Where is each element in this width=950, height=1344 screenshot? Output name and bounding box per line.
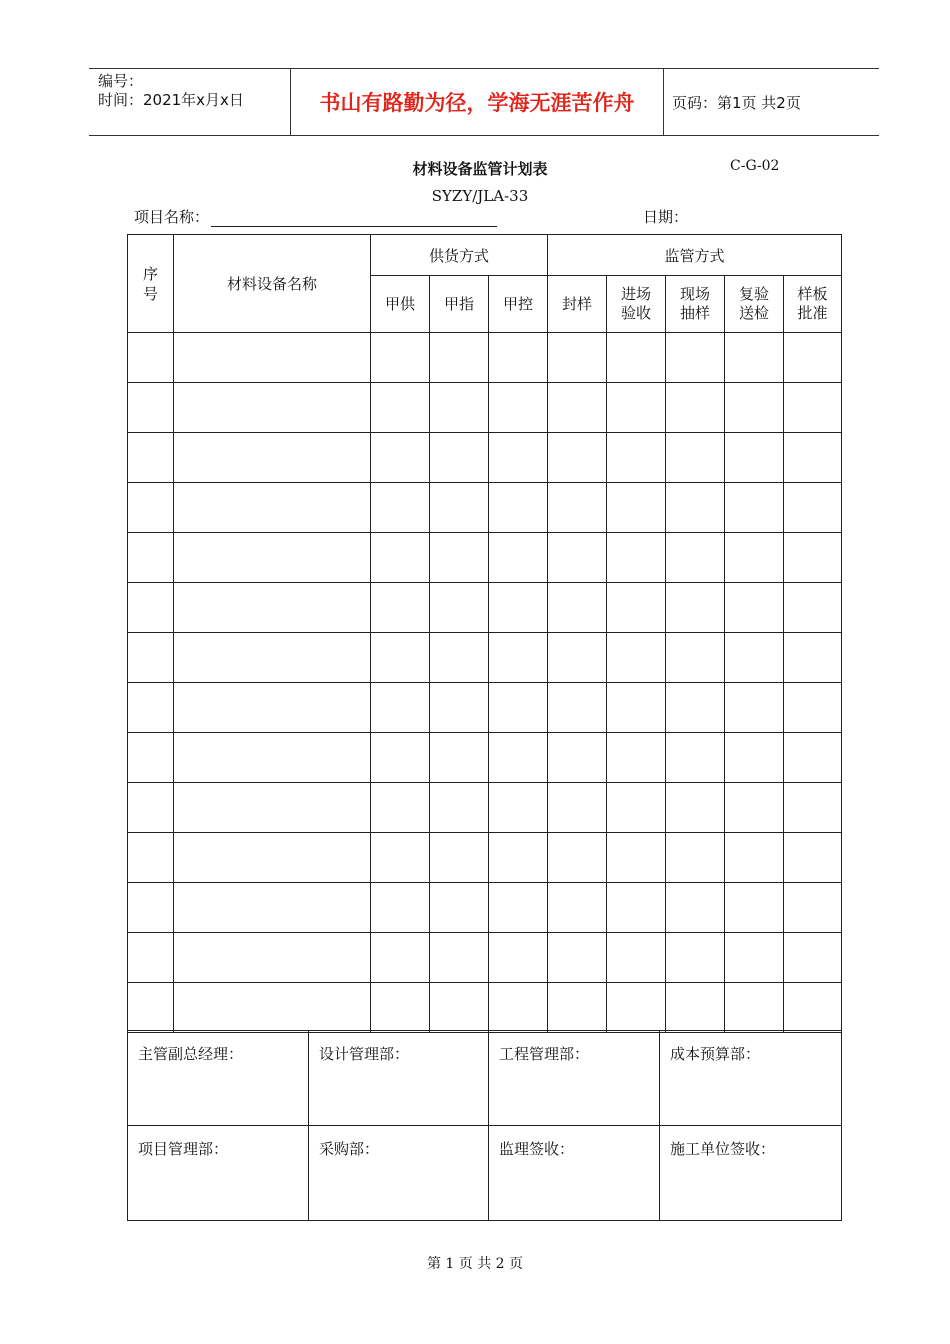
col-header-jiakong: 甲控 xyxy=(489,276,548,333)
table-cell[interactable] xyxy=(489,783,548,833)
table-cell[interactable] xyxy=(489,533,548,583)
table-cell[interactable] xyxy=(784,383,842,433)
table-cell[interactable] xyxy=(174,733,371,783)
table-cell[interactable] xyxy=(666,433,725,483)
table-cell[interactable] xyxy=(784,333,842,383)
table-cell[interactable] xyxy=(371,533,430,583)
table-cell[interactable] xyxy=(548,783,607,833)
table-cell[interactable] xyxy=(430,333,489,383)
time-label: 时间：2021年x月x日 xyxy=(98,91,244,109)
table-cell[interactable] xyxy=(430,483,489,533)
table-cell[interactable] xyxy=(174,583,371,633)
sign-deputy-gm[interactable]: 主管副总经理： xyxy=(128,1031,309,1126)
table-cell[interactable] xyxy=(666,483,725,533)
col-header-xianchang xyxy=(666,276,725,333)
col-header-yangban-text: 样板批准 xyxy=(797,285,828,322)
table-cell[interactable] xyxy=(489,433,548,483)
table-cell[interactable] xyxy=(548,833,607,883)
col-header-jinchang xyxy=(607,276,666,333)
table-cell[interactable] xyxy=(607,933,666,983)
table-cell[interactable] xyxy=(607,483,666,533)
page-footer: 第 1 页 共 2 页 xyxy=(426,1256,524,1272)
table-cell[interactable] xyxy=(607,683,666,733)
table-cell[interactable] xyxy=(430,833,489,883)
table-cell[interactable] xyxy=(128,483,174,533)
table-cell[interactable] xyxy=(430,383,489,433)
table-cell[interactable] xyxy=(174,483,371,533)
table-cell[interactable] xyxy=(371,633,430,683)
table-cell[interactable] xyxy=(784,583,842,633)
table-cell[interactable] xyxy=(489,483,548,533)
table-cell[interactable] xyxy=(784,683,842,733)
sign-design-dept[interactable]: 设计管理部： xyxy=(309,1031,489,1126)
table-row xyxy=(128,383,842,433)
table-cell[interactable] xyxy=(607,833,666,883)
table-cell[interactable] xyxy=(371,583,430,633)
table-cell[interactable] xyxy=(607,383,666,433)
project-name-field xyxy=(134,206,497,227)
table-cell[interactable] xyxy=(371,333,430,383)
col-header-jinchang-text: 进场验收 xyxy=(621,285,652,322)
table-cell[interactable] xyxy=(430,633,489,683)
sign-project-dept[interactable]: 项目管理部： xyxy=(128,1126,309,1221)
name-header: 材料设备名称 xyxy=(174,235,371,333)
table-cell[interactable] xyxy=(430,883,489,933)
table-row xyxy=(128,583,842,633)
table-cell[interactable] xyxy=(174,333,371,383)
table-cell[interactable] xyxy=(174,433,371,483)
table-cell[interactable] xyxy=(548,433,607,483)
page-header xyxy=(89,68,879,136)
table-cell[interactable] xyxy=(784,783,842,833)
table-cell[interactable] xyxy=(548,933,607,983)
table-cell[interactable] xyxy=(548,583,607,633)
table-cell[interactable] xyxy=(666,683,725,733)
table-cell[interactable] xyxy=(371,383,430,433)
table-cell[interactable] xyxy=(607,583,666,633)
table-cell[interactable] xyxy=(784,483,842,533)
table-cell[interactable] xyxy=(128,533,174,583)
document-title: 材料设备监管计划表 xyxy=(412,160,548,178)
table-cell[interactable] xyxy=(607,533,666,583)
table-cell[interactable] xyxy=(489,583,548,633)
table-cell[interactable] xyxy=(784,433,842,483)
table-row xyxy=(128,533,842,583)
table-cell[interactable] xyxy=(430,783,489,833)
col-header-fengyang: 封样 xyxy=(548,276,607,333)
sign-contractor[interactable]: 施工单位签收： xyxy=(660,1126,842,1221)
table-cell[interactable] xyxy=(607,433,666,483)
table-cell[interactable] xyxy=(489,933,548,983)
table-cell[interactable] xyxy=(725,483,784,533)
table-cell[interactable] xyxy=(371,483,430,533)
col-header-jiagong: 甲供 xyxy=(371,276,430,333)
signature-table xyxy=(127,1030,842,1221)
signature-row-2 xyxy=(128,1126,842,1221)
table-cell[interactable] xyxy=(128,433,174,483)
table-cell[interactable] xyxy=(174,883,371,933)
table-row xyxy=(128,883,842,933)
table-cell[interactable] xyxy=(607,783,666,833)
table-cell[interactable] xyxy=(725,683,784,733)
table-cell[interactable] xyxy=(128,583,174,633)
table-cell[interactable] xyxy=(430,983,489,1033)
table-cell[interactable] xyxy=(725,933,784,983)
table-cell[interactable] xyxy=(725,333,784,383)
table-cell[interactable] xyxy=(666,533,725,583)
table-cell[interactable] xyxy=(666,933,725,983)
table-cell[interactable] xyxy=(128,733,174,783)
table-cell[interactable] xyxy=(174,833,371,883)
table-cell[interactable] xyxy=(371,883,430,933)
seq-header-text: 序号 xyxy=(142,264,158,303)
table-cell[interactable] xyxy=(784,733,842,783)
table-cell[interactable] xyxy=(784,933,842,983)
table-cell[interactable] xyxy=(548,683,607,733)
header-meta xyxy=(89,69,291,135)
table-cell[interactable] xyxy=(128,383,174,433)
table-cell[interactable] xyxy=(784,533,842,583)
col-header-jiazhi: 甲指 xyxy=(430,276,489,333)
table-cell[interactable] xyxy=(489,333,548,383)
table-cell[interactable] xyxy=(784,983,842,1033)
header-slogan: 书山有路勤为径，学海无涯苦作舟 xyxy=(291,69,664,135)
table-row xyxy=(128,333,842,383)
table-cell[interactable] xyxy=(128,833,174,883)
table-row xyxy=(128,633,842,683)
table-cell[interactable] xyxy=(174,383,371,433)
table-cell[interactable] xyxy=(607,733,666,783)
table-cell[interactable] xyxy=(784,633,842,683)
table-cell[interactable] xyxy=(371,783,430,833)
table-cell[interactable] xyxy=(371,683,430,733)
sign-purchase-dept[interactable]: 采购部： xyxy=(309,1126,489,1221)
table-cell[interactable] xyxy=(666,583,725,633)
table-cell[interactable] xyxy=(548,383,607,433)
table-cell[interactable] xyxy=(430,583,489,633)
seq-header xyxy=(128,235,174,333)
table-cell[interactable] xyxy=(430,733,489,783)
table-cell[interactable] xyxy=(548,733,607,783)
table-cell[interactable] xyxy=(725,433,784,483)
table-cell[interactable] xyxy=(174,933,371,983)
table-cell[interactable] xyxy=(371,833,430,883)
col-header-fuyan-text: 复验送检 xyxy=(739,285,770,322)
table-cell[interactable] xyxy=(128,633,174,683)
table-cell[interactable] xyxy=(725,383,784,433)
table-row xyxy=(128,833,842,883)
table-cell[interactable] xyxy=(430,533,489,583)
table-cell[interactable] xyxy=(489,883,548,933)
table-cell[interactable] xyxy=(489,833,548,883)
table-row xyxy=(128,933,842,983)
table-cell[interactable] xyxy=(725,783,784,833)
table-cell[interactable] xyxy=(666,733,725,783)
table-cell[interactable] xyxy=(607,633,666,683)
table-row xyxy=(128,733,842,783)
table-cell[interactable] xyxy=(725,533,784,583)
document-code: C-G-02 xyxy=(730,158,780,174)
table-cell[interactable] xyxy=(725,733,784,783)
table-row xyxy=(128,433,842,483)
sign-engineering-dept[interactable]: 工程管理部： xyxy=(489,1031,660,1126)
table-cell[interactable] xyxy=(174,633,371,683)
supervise-group-header: 监管方式 xyxy=(548,235,842,276)
table-cell[interactable] xyxy=(548,633,607,683)
table-cell[interactable] xyxy=(548,333,607,383)
col-header-yangban xyxy=(784,276,842,333)
table-cell[interactable] xyxy=(489,633,548,683)
sign-cost-dept[interactable]: 成本预算部： xyxy=(660,1031,842,1126)
table-cell[interactable] xyxy=(548,883,607,933)
table-cell[interactable] xyxy=(371,933,430,983)
table-cell[interactable] xyxy=(371,733,430,783)
table-cell[interactable] xyxy=(666,333,725,383)
table-cell[interactable] xyxy=(666,883,725,933)
table-row xyxy=(128,983,842,1033)
table-cell[interactable] xyxy=(548,483,607,533)
table-cell[interactable] xyxy=(128,883,174,933)
table-cell[interactable] xyxy=(174,983,371,1033)
table-cell[interactable] xyxy=(725,633,784,683)
table-cell[interactable] xyxy=(607,983,666,1033)
table-cell[interactable] xyxy=(725,883,784,933)
table-header-row-1 xyxy=(128,235,842,276)
table-cell[interactable] xyxy=(548,533,607,583)
signature-row-1 xyxy=(128,1031,842,1126)
table-cell[interactable] xyxy=(666,833,725,883)
table-cell[interactable] xyxy=(725,583,784,633)
table-cell[interactable] xyxy=(174,783,371,833)
table-cell[interactable] xyxy=(666,983,725,1033)
document-subtitle: SYZY/JLA-33 xyxy=(431,187,529,205)
table-cell[interactable] xyxy=(128,933,174,983)
table-cell[interactable] xyxy=(128,783,174,833)
table-cell[interactable] xyxy=(666,633,725,683)
col-header-xianchang-text: 现场抽样 xyxy=(680,285,711,322)
supply-group-header: 供货方式 xyxy=(371,235,548,276)
project-name-label: 项目名称： xyxy=(134,208,210,226)
table-cell[interactable] xyxy=(430,933,489,983)
sign-supervisor[interactable]: 监理签收： xyxy=(489,1126,660,1221)
col-header-fuyan xyxy=(725,276,784,333)
number-label: 编号： xyxy=(98,72,144,90)
table-row xyxy=(128,783,842,833)
table-cell[interactable] xyxy=(489,733,548,783)
table-cell[interactable] xyxy=(489,683,548,733)
table-cell[interactable] xyxy=(725,983,784,1033)
table-cell[interactable] xyxy=(128,983,174,1033)
table-cell[interactable] xyxy=(128,683,174,733)
table-cell[interactable] xyxy=(548,983,607,1033)
header-page-label: 页码：第1页 共2页 xyxy=(672,93,801,112)
table-cell[interactable] xyxy=(607,333,666,383)
table-row xyxy=(128,483,842,533)
table-cell[interactable] xyxy=(371,983,430,1033)
table-cell[interactable] xyxy=(725,833,784,883)
table-cell[interactable] xyxy=(430,433,489,483)
plan-table xyxy=(127,234,842,1033)
table-cell[interactable] xyxy=(430,683,489,733)
table-cell[interactable] xyxy=(784,833,842,883)
table-cell[interactable] xyxy=(128,333,174,383)
table-cell[interactable] xyxy=(489,983,548,1033)
table-row xyxy=(128,683,842,733)
date-label: 日期： xyxy=(643,208,689,226)
table-cell[interactable] xyxy=(174,533,371,583)
project-name-line xyxy=(211,208,497,227)
table-cell[interactable] xyxy=(666,383,725,433)
table-cell[interactable] xyxy=(489,383,548,433)
table-cell[interactable] xyxy=(174,683,371,733)
table-cell[interactable] xyxy=(666,783,725,833)
table-cell[interactable] xyxy=(607,883,666,933)
table-cell[interactable] xyxy=(371,433,430,483)
table-cell[interactable] xyxy=(784,883,842,933)
